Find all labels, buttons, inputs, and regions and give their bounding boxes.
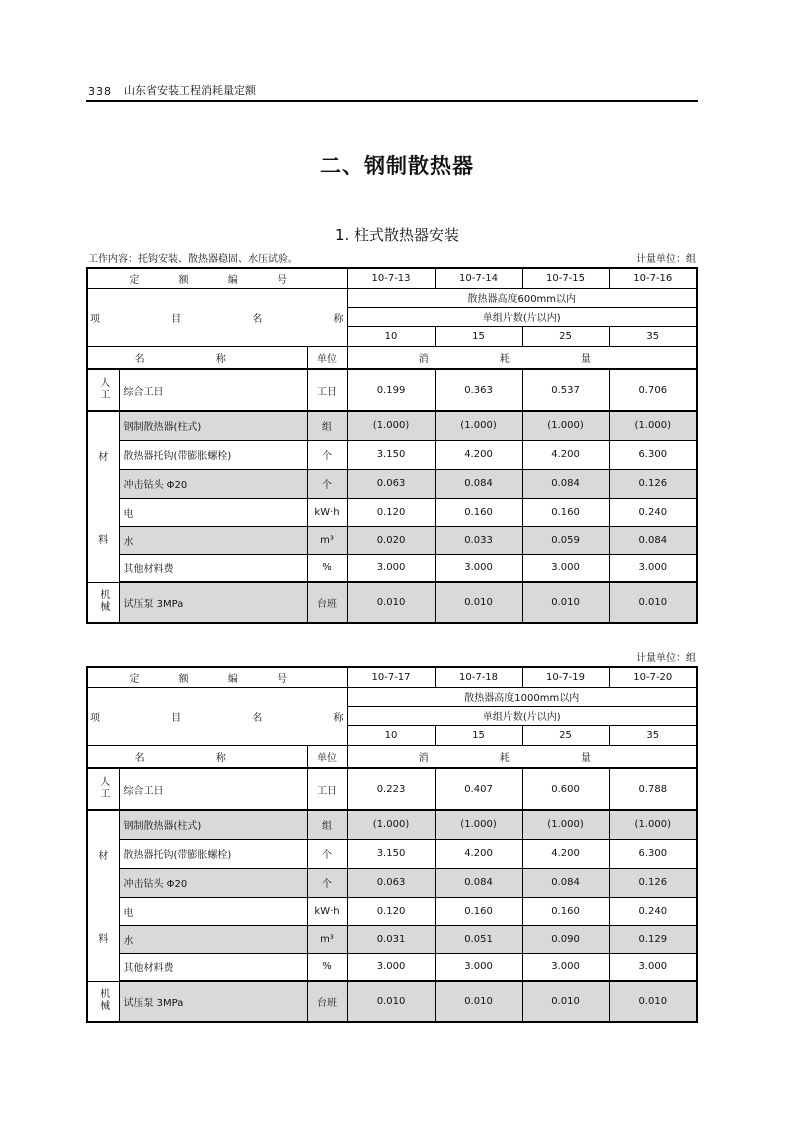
machine-value: 0.010	[522, 582, 609, 623]
machine-unit: 台班	[307, 981, 347, 1022]
material-value: 0.031	[347, 925, 435, 953]
machine-value: 0.010	[347, 582, 435, 623]
labor-value: 0.706	[609, 369, 697, 411]
material-value: 0.120	[347, 498, 435, 526]
machine-item-name: 试压泵 3MPa	[119, 981, 307, 1022]
material-value: 3.150	[347, 839, 435, 868]
material-item-name: 电	[119, 498, 307, 526]
piece-count: 15	[435, 326, 522, 346]
unit-header: 单位	[307, 745, 347, 768]
quota-code: 10-7-13	[347, 268, 435, 288]
consumption-header: 消 耗 量	[347, 346, 697, 369]
machine-category-label: 机械	[97, 987, 109, 1012]
quota-table-2	[86, 666, 698, 1023]
material-unit: m³	[307, 925, 347, 953]
labor-item-name: 综合工日	[119, 768, 307, 810]
machine-value: 0.010	[522, 981, 609, 1022]
labor-unit: 工日	[307, 369, 347, 411]
material-item-name: 散热器托钩(带膨胀螺栓)	[119, 839, 307, 868]
material-value: 0.240	[609, 897, 697, 925]
labor-unit: 工日	[307, 768, 347, 810]
labor-value: 0.223	[347, 768, 435, 810]
material-value: 0.063	[347, 469, 435, 498]
machine-category	[87, 582, 119, 623]
material-value: (1.000)	[522, 411, 609, 440]
machine-value: 0.010	[435, 981, 522, 1022]
labor-category-label: 人工	[97, 376, 109, 401]
material-value: (1.000)	[609, 411, 697, 440]
section-title: 二、钢制散热器	[320, 154, 474, 178]
material-value: 0.090	[522, 925, 609, 953]
material-value: (1.000)	[435, 810, 522, 839]
material-value: 3.000	[347, 554, 435, 582]
material-item-name: 冲击钻头 Φ20	[119, 469, 307, 498]
quota-code: 10-7-15	[522, 268, 609, 288]
piece-count: 25	[522, 326, 609, 346]
material-value: 0.160	[522, 897, 609, 925]
subsection-title: 1. 柱式散热器安装	[334, 226, 460, 244]
name-header: 名 称	[87, 346, 307, 369]
material-value: 3.000	[522, 554, 609, 582]
material-value: 0.084	[435, 868, 522, 897]
material-value: (1.000)	[435, 411, 522, 440]
quota-table-1	[86, 267, 698, 624]
material-category-label-2: 料	[98, 934, 109, 945]
material-unit: 个	[307, 469, 347, 498]
quota-no-label: 定 额 编 号	[87, 268, 347, 288]
material-item-name: 其他材料费	[119, 953, 307, 981]
material-value: (1.000)	[347, 411, 435, 440]
material-value: 3.000	[522, 953, 609, 981]
quota-no-label: 定 额 编 号	[87, 667, 347, 687]
material-value: 0.084	[435, 469, 522, 498]
height-spec: 散热器高度1000mm以内	[347, 687, 697, 706]
material-value: 0.160	[435, 897, 522, 925]
labor-value: 0.199	[347, 369, 435, 411]
per-group-label: 单组片数(片以内)	[347, 706, 697, 725]
material-value: 0.033	[435, 526, 522, 554]
material-value: 0.051	[435, 925, 522, 953]
material-item-name: 水	[119, 925, 307, 953]
machine-item-name: 试压泵 3MPa	[119, 582, 307, 623]
material-item-name: 水	[119, 526, 307, 554]
material-value: 0.160	[435, 498, 522, 526]
material-value: 0.020	[347, 526, 435, 554]
material-item-name: 散热器托钩(带膨胀螺栓)	[119, 440, 307, 469]
material-item-name: 电	[119, 897, 307, 925]
material-value: 0.120	[347, 897, 435, 925]
material-unit: 个	[307, 440, 347, 469]
unit-label-2: 计量单位：组	[636, 653, 696, 664]
work-content: 工作内容：托钩安装、散热器稳固、水压试验。	[88, 254, 298, 265]
labor-value: 0.788	[609, 768, 697, 810]
quota-code: 10-7-18	[435, 667, 522, 687]
labor-item-name: 综合工日	[119, 369, 307, 411]
material-item-name: 钢制散热器(柱式)	[119, 810, 307, 839]
piece-count: 10	[347, 326, 435, 346]
consumption-header: 消 耗 量	[347, 745, 697, 768]
piece-count: 10	[347, 725, 435, 745]
piece-count: 35	[609, 725, 697, 745]
material-value: 0.084	[522, 868, 609, 897]
material-category-label-1: 材	[98, 451, 109, 463]
material-category	[87, 810, 119, 981]
labor-category	[87, 768, 119, 810]
quota-code: 10-7-16	[609, 268, 697, 288]
per-group-label: 单组片数(片以内)	[347, 307, 697, 326]
page-header	[88, 76, 698, 98]
machine-value: 0.010	[435, 582, 522, 623]
labor-value: 0.600	[522, 768, 609, 810]
material-unit: 个	[307, 839, 347, 868]
material-unit: m³	[307, 526, 347, 554]
material-value: 0.160	[522, 498, 609, 526]
material-item-name: 钢制散热器(柱式)	[119, 411, 307, 440]
material-unit: kW·h	[307, 897, 347, 925]
labor-category-label: 人工	[97, 775, 109, 800]
machine-category-label: 机械	[97, 588, 109, 613]
material-value: 4.200	[522, 839, 609, 868]
material-value: 0.126	[609, 469, 697, 498]
machine-category	[87, 981, 119, 1022]
machine-value: 0.010	[347, 981, 435, 1022]
material-value: 4.200	[435, 440, 522, 469]
item-name-label: 项 目 名 称	[87, 288, 347, 346]
page-number: 338	[88, 85, 112, 98]
piece-count: 25	[522, 725, 609, 745]
labor-value: 0.407	[435, 768, 522, 810]
unit-header: 单位	[307, 346, 347, 369]
material-category-label-2: 料	[98, 535, 109, 546]
material-value: 0.240	[609, 498, 697, 526]
labor-category	[87, 369, 119, 411]
material-unit: 个	[307, 868, 347, 897]
name-header: 名 称	[87, 745, 307, 768]
material-value: 3.150	[347, 440, 435, 469]
item-name-label: 项 目 名 称	[87, 687, 347, 745]
material-value: 3.000	[609, 953, 697, 981]
material-value: 0.063	[347, 868, 435, 897]
material-value: 4.200	[522, 440, 609, 469]
header-rule	[86, 100, 698, 102]
material-value: 0.129	[609, 925, 697, 953]
material-value: 6.300	[609, 440, 697, 469]
material-category	[87, 411, 119, 582]
work-content-line	[88, 250, 696, 265]
material-value: 6.300	[609, 839, 697, 868]
material-value: 0.084	[522, 469, 609, 498]
material-category-label-1: 材	[98, 850, 109, 862]
piece-count: 35	[609, 326, 697, 346]
quota-code: 10-7-19	[522, 667, 609, 687]
machine-value: 0.010	[609, 582, 697, 623]
quota-code: 10-7-14	[435, 268, 522, 288]
piece-count: 15	[435, 725, 522, 745]
material-value: 3.000	[435, 953, 522, 981]
material-item-name: 其他材料费	[119, 554, 307, 582]
material-value: 3.000	[435, 554, 522, 582]
material-value: 3.000	[347, 953, 435, 981]
material-value: 0.126	[609, 868, 697, 897]
material-unit: 组	[307, 411, 347, 440]
material-value: (1.000)	[522, 810, 609, 839]
labor-value: 0.537	[522, 369, 609, 411]
material-unit: %	[307, 554, 347, 582]
material-value: (1.000)	[347, 810, 435, 839]
material-value: 3.000	[609, 554, 697, 582]
material-unit: %	[307, 953, 347, 981]
unit-label: 计量单位：组	[636, 254, 696, 265]
quota-code: 10-7-17	[347, 667, 435, 687]
material-unit: 组	[307, 810, 347, 839]
labor-value: 0.363	[435, 369, 522, 411]
material-value: 4.200	[435, 839, 522, 868]
material-value: (1.000)	[609, 810, 697, 839]
height-spec: 散热器高度600mm以内	[347, 288, 697, 307]
material-unit: kW·h	[307, 498, 347, 526]
machine-unit: 台班	[307, 582, 347, 623]
book-title: 山东省安装工程消耗量定额	[124, 84, 256, 97]
material-item-name: 冲击钻头 Φ20	[119, 868, 307, 897]
material-value: 0.059	[522, 526, 609, 554]
quota-code: 10-7-20	[609, 667, 697, 687]
material-value: 0.084	[609, 526, 697, 554]
machine-value: 0.010	[609, 981, 697, 1022]
